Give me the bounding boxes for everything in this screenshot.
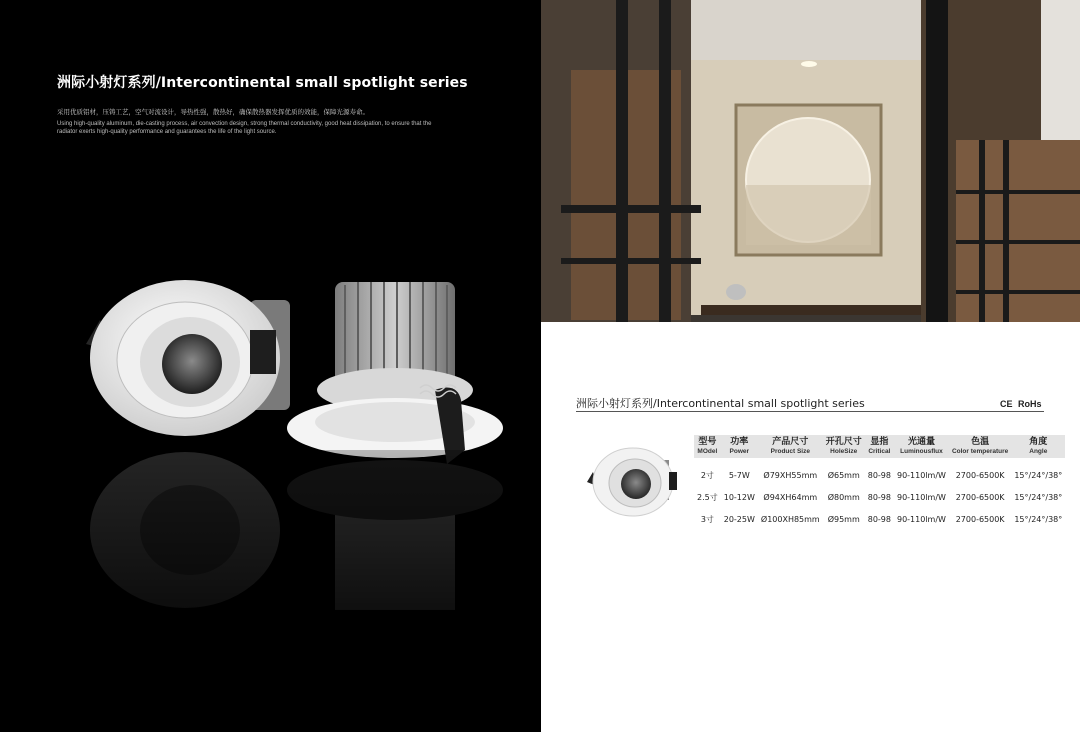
spotlight-front-view — [86, 280, 290, 436]
cell-angle: 15°/24°/38° — [1014, 514, 1063, 524]
cell-product-size: Ø79XH55mm — [763, 470, 818, 480]
cell-angle: 15°/24°/38° — [1014, 492, 1063, 502]
cell-critical: 80-98 — [867, 470, 891, 480]
col-product-size: 产品尺寸 Product Size — [758, 435, 823, 458]
col-luminous-flux: 光通量 Luminousflux — [894, 435, 949, 458]
spotlight-side-view — [287, 282, 503, 464]
cell-power: 20-25W — [723, 514, 755, 524]
title-divider — [576, 411, 1044, 412]
rohs-mark: RoHs — [1018, 399, 1042, 409]
cell-angle: 15°/24°/38° — [1014, 470, 1063, 480]
ce-mark: CE — [1000, 399, 1013, 409]
col-critical: 显指 Critical — [865, 435, 894, 458]
cell-luminous-flux: 90-110lm/W — [896, 470, 946, 480]
table-row — [694, 458, 1065, 486]
col-hole-size: 开孔尺寸 HoleSize — [823, 435, 865, 458]
cell-color-temperature: 2700-6500K — [955, 514, 1005, 524]
cell-product-size: Ø100XH85mm — [760, 514, 820, 524]
spotlight-thumbnail — [585, 440, 685, 520]
cell-luminous-flux: 90-110lm/W — [896, 492, 946, 502]
table-row — [694, 486, 1065, 508]
cell-model: 2寸 — [700, 470, 714, 480]
cell-color-temperature: 2700-6500K — [955, 492, 1005, 502]
cell-hole-size: Ø65mm — [827, 470, 860, 480]
table-header-row — [694, 435, 1065, 458]
interior-room-photo — [541, 0, 1080, 322]
col-color-temperature: 色温 Color temperature — [949, 435, 1011, 458]
cell-product-size: Ø94XH64mm — [763, 492, 818, 502]
cell-model: 2.5寸 — [697, 492, 718, 502]
cell-luminous-flux: 90-110lm/W — [896, 514, 946, 524]
description-english: Using high-quality aluminum, die-casting process, air convection design, strong thermal conductivity, good heat dissipation, to ensure that the radiator exerts high-quality performance and guarantees the life of the light source. — [57, 121, 432, 135]
spotlight-product-image — [40, 260, 520, 680]
spec-table — [694, 435, 1065, 530]
description-chinese: 采用优质铝材，压铸工艺，空气对流设计，导热性强，散热好，确保散热器发挥优质的效能，保障光源寿命。 — [57, 108, 369, 116]
cell-critical: 80-98 — [867, 514, 891, 524]
col-model: 型号 MOdel — [694, 435, 721, 458]
cell-power: 5-7W — [728, 470, 750, 480]
cell-color-temperature: 2700-6500K — [955, 470, 1005, 480]
cell-power: 10-12W — [723, 492, 755, 502]
cell-hole-size: Ø95mm — [827, 514, 860, 524]
col-power: 功率 Power — [721, 435, 758, 458]
spec-section-title: 洲际小射灯系列/Intercontinental small spotlight series — [576, 397, 865, 410]
table-row — [694, 508, 1065, 530]
cell-hole-size: Ø80mm — [827, 492, 860, 502]
series-title: 洲际小射灯系列/Intercontinental small spotlight series — [57, 75, 468, 91]
cell-critical: 80-98 — [867, 492, 891, 502]
cell-model: 3寸 — [700, 514, 714, 524]
col-angle: 角度 Angle — [1011, 435, 1065, 458]
